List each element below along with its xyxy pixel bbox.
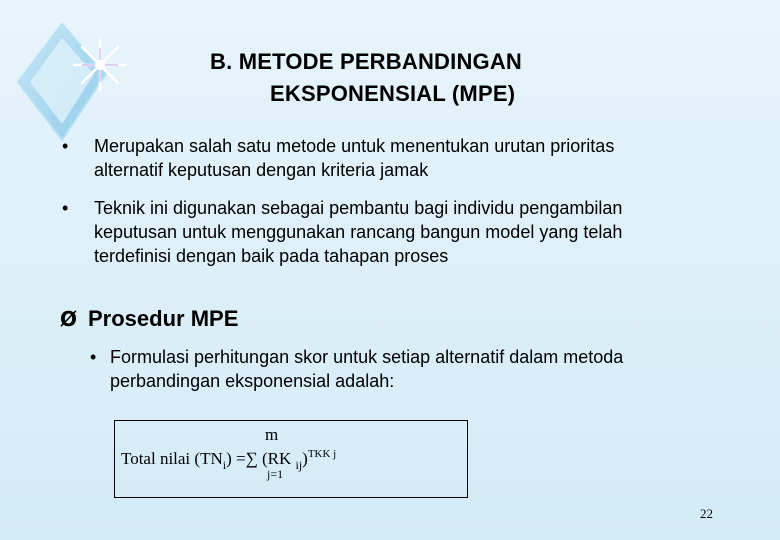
section-heading [60, 306, 238, 332]
sigma-symbol: ∑ [245, 449, 258, 468]
bullet-text-2: Teknik ini digunakan sebagai pembantu bagi individu pengambilan keputusan untuk menggunakan rancang bangun model yang telah terdefinisi dengan baik pada tahapan proses [94, 198, 623, 266]
bullet-marker: • [62, 136, 69, 156]
bullet-marker: • [62, 198, 69, 218]
formula-box [114, 420, 468, 498]
arrow-bullet-icon: Ø [60, 307, 78, 331]
diamond-star-logo-icon [14, 18, 134, 143]
page-number: 22 [700, 506, 713, 521]
bullet-text-1: Merupakan salah satu metode untuk menentukan urutan prioritas alternatif keputusan dengan kriteria jamak [94, 136, 615, 180]
formula-lower-limit: j=1 [267, 467, 284, 481]
formula-expression: Total nilai $(TN_i)$ =∑ (RK $_{ij}$)$^{TKK j}$ [121, 448, 337, 472]
sub-bullet-marker: • [90, 347, 97, 367]
page-title [150, 46, 640, 110]
sub-bullet-text: Formulasi perhitungan skor untuk setiap alternatif dalam metoda perbandingan eksponensial adalah: [110, 347, 624, 391]
section-heading-text: Prosedur MPE [88, 306, 239, 331]
title-line-2: EKSPONENSIAL (MPE) [270, 81, 516, 106]
title-line-1: B. METODE PERBANDINGAN [210, 49, 523, 74]
formula-upper-limit: m [265, 425, 279, 444]
